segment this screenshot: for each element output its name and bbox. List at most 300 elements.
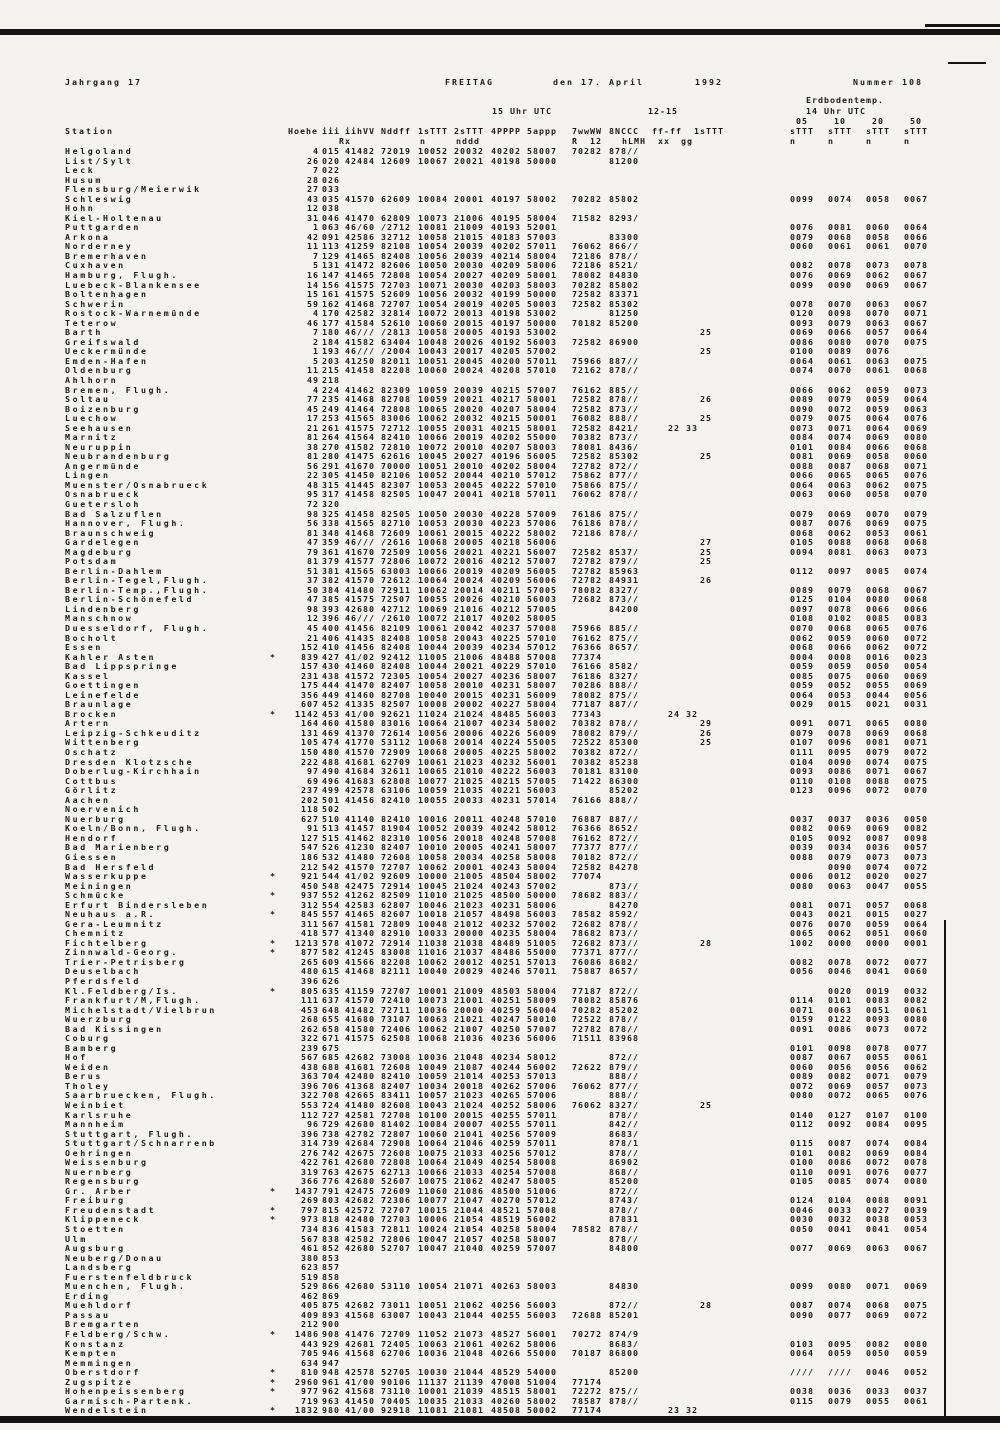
nddff-group: 70000	[381, 460, 411, 471]
soil-col-header: sTTT	[866, 126, 890, 136]
nddff-group: 62706	[381, 1348, 411, 1359]
soil-temp-50: 0080	[904, 718, 928, 729]
soil-temp-50: 0076	[904, 413, 928, 424]
4pppp-group: 40246	[491, 966, 521, 977]
nddff-group: 62508	[381, 1033, 411, 1044]
soil-temp-20: 0071	[866, 1071, 890, 1082]
5appp-group: 58002	[527, 718, 557, 729]
station-number-value: 708	[322, 1090, 340, 1101]
8nccc-group: 887//	[609, 355, 639, 366]
4pppp-group: 40237	[491, 623, 521, 633]
soil-temp-50: 0071	[904, 460, 928, 471]
subheader-gg: gg	[681, 136, 693, 146]
station-name: Oschatz	[65, 747, 119, 758]
2sttt-group: 21023	[454, 1090, 484, 1101]
station-name: Kiel-Holtenau	[65, 212, 164, 223]
soil-temp-05: 0079	[790, 413, 814, 424]
station-name: Boltenhagen	[65, 289, 149, 300]
4pppp-group: 40251	[491, 995, 521, 1006]
soil-temp-50: 0095	[904, 1119, 928, 1130]
8nccc-group: 878//	[609, 1204, 639, 1215]
depth-05-label: 05	[796, 116, 808, 126]
5appp-group: 55000	[527, 1348, 557, 1359]
nddff-group: 52705	[381, 1367, 411, 1378]
nddff-group: 72305	[381, 670, 411, 681]
soil-temp-10: 0086	[828, 766, 852, 777]
1sttt-group: 10056	[418, 546, 448, 557]
hoehe-value: 51	[307, 565, 319, 576]
4pppp-group: 40265	[491, 1090, 521, 1101]
1sttt-group: 10065	[418, 766, 448, 777]
4pppp-group: 48498	[491, 909, 521, 920]
soil-temp-20: 0082	[866, 1338, 890, 1349]
7wwww-group: 70282	[572, 146, 602, 156]
soil-temp-05: 0065	[790, 928, 814, 939]
soil-temp-50: 0068	[904, 537, 928, 548]
1sttt-group: 10018	[418, 909, 448, 920]
7wwww-group: 70282	[572, 279, 602, 290]
4pppp-group: 40203	[491, 279, 521, 290]
iihvv-group: 41572	[345, 670, 375, 681]
7wwww-group: 70272	[572, 1328, 602, 1339]
year-label: 1992	[695, 77, 723, 87]
mountain-station-marker: *	[270, 1405, 276, 1416]
soil-temp-05: 0006	[790, 871, 814, 882]
station-name: Boizenburg	[65, 403, 141, 414]
2sttt-group: 21016	[454, 603, 484, 614]
5appp-group: 50000	[527, 890, 557, 901]
hoehe-value: 45	[307, 403, 319, 414]
1sttt-group: 10071	[418, 279, 448, 290]
soil-temp-05: 0072	[790, 1080, 814, 1091]
8nccc-group: 875//	[609, 632, 639, 643]
nddff-group: 72609	[381, 527, 411, 538]
soil-temp-05: 0099	[790, 193, 814, 204]
hoehe-value: 127	[301, 832, 319, 843]
station-name: Luebeck-Blankensee	[65, 279, 202, 290]
table-row	[0, 166, 1000, 176]
5appp-group: 58004	[527, 699, 557, 710]
2sttt-group: 21023	[454, 899, 484, 910]
station-number-value: 946	[322, 1348, 340, 1359]
soil-temp-50: 0067	[904, 279, 928, 290]
hoehe-value: 15	[307, 289, 319, 300]
7wwww-group: 77187	[572, 985, 602, 996]
2sttt-group: 21017	[454, 613, 484, 624]
hoehe-value: 47	[307, 594, 319, 605]
soil-temp-20: 0055	[866, 680, 890, 691]
iihvv-group: 46///	[345, 327, 375, 338]
7wwww-group: 77371	[572, 947, 602, 958]
soil-temp-05: 0082	[790, 956, 814, 967]
2sttt-group: 20029	[454, 966, 484, 977]
2sttt-group: 21044	[454, 1204, 484, 1215]
4pppp-group: 40234	[491, 1052, 521, 1063]
hoehe-value: 118	[301, 804, 319, 815]
station-number-value: 671	[322, 1033, 340, 1044]
station-number-value: 637	[322, 995, 340, 1006]
soil-temp-10: 0069	[828, 1243, 852, 1254]
soil-col-subheader: n	[828, 136, 834, 146]
station-name: Erding	[65, 1290, 111, 1301]
4pppp-group: 40226	[491, 727, 521, 738]
iihvv-group: 41140	[345, 813, 375, 824]
5appp-group: 57005	[527, 775, 557, 786]
7wwww-group: 70282	[572, 193, 602, 204]
4pppp-group: 40232	[491, 756, 521, 767]
station-number-value: 557	[322, 909, 340, 920]
nddff-group: 72712	[381, 422, 411, 433]
iihvv-group: 41577	[345, 556, 375, 567]
hoehe-value: 265	[301, 956, 319, 967]
nddff-group: 32611	[381, 766, 411, 777]
1sttt-group: 10050	[418, 508, 448, 519]
soil-temp-50: 0068	[904, 727, 928, 738]
2sttt-group: 20034	[454, 851, 484, 862]
table-row	[0, 967, 1000, 977]
ffff-value: 23 32	[668, 1405, 698, 1416]
4pppp-group: 40202	[491, 432, 521, 443]
5appp-group: 57011	[527, 489, 557, 500]
4pppp-group: 40247	[491, 1014, 521, 1025]
table-row	[0, 796, 1000, 806]
soil-temp-05: 0112	[790, 565, 814, 576]
5appp-group: 57014	[527, 794, 557, 805]
soil-temp-20: 0033	[866, 1386, 890, 1397]
hoehe-value: 547	[301, 842, 319, 853]
hoehe-value: 319	[301, 1166, 319, 1177]
hoehe-value: 1486	[295, 1328, 319, 1339]
soil-temp-50: 0082	[904, 823, 928, 834]
soil-temp-50: 0074	[904, 565, 928, 576]
1sttt-group: 10006	[418, 1214, 448, 1225]
soil-temp-50: 0072	[904, 632, 928, 643]
station-name: Hamburg, Flugh.	[65, 270, 179, 281]
nddff-group: 82106	[381, 470, 411, 481]
soil-temp-05: 0087	[790, 1300, 814, 1311]
nddff-group: 72808	[381, 403, 411, 414]
iihvv-group: 42680	[345, 1157, 375, 1168]
soil-temp-50: 0072	[904, 1309, 928, 1320]
soil-temp-50: 0050	[904, 813, 928, 824]
soil-temp-05: 0099	[790, 1281, 814, 1292]
station-name: Artern	[65, 718, 111, 729]
station-number-value: 626	[322, 975, 340, 986]
iihvv-group: 41570	[345, 861, 375, 872]
1sttt-group: 11038	[418, 937, 448, 948]
7wwww-group: 70382	[572, 432, 602, 443]
soil-temp-20: 0065	[866, 718, 890, 729]
1sttt-group: 10035	[418, 1395, 448, 1406]
8nccc-group: 84200	[609, 603, 639, 614]
subheader-xx: xx	[658, 136, 670, 146]
2sttt-group: 21087	[454, 1061, 484, 1072]
8nccc-group: 8582/	[609, 661, 639, 672]
station-name: Garmisch-Partenk.	[65, 1395, 195, 1406]
soil-temp-10: 0071	[828, 422, 852, 433]
iihvv-group: 41465	[345, 250, 375, 261]
hoehe-value: 231	[301, 670, 319, 681]
soil-temp-10: 0062	[828, 527, 852, 538]
soil-temp-20: 0070	[866, 336, 890, 347]
soil-temp-10: 0078	[828, 603, 852, 614]
8nccc-group: 84830	[609, 1281, 639, 1292]
7wwww-group: 72782	[572, 565, 602, 576]
iihvv-group: 41456	[345, 623, 375, 633]
station-number-value: 400	[322, 623, 340, 633]
2sttt-group: 21005	[454, 871, 484, 882]
5appp-group: 57006	[527, 518, 557, 529]
iihvv-group: 41584	[345, 317, 375, 328]
iihvv-group: 41480	[345, 584, 375, 595]
soil-temp-10: 0087	[828, 460, 852, 471]
soil-temp-50: 0067	[904, 193, 928, 204]
iihvv-group: 41670	[345, 460, 375, 471]
station-number-value: 526	[322, 842, 340, 853]
station-number-value: 658	[322, 1023, 340, 1034]
nddff-group: 83008	[381, 947, 411, 958]
1sttt-group: 10056	[418, 250, 448, 261]
station-number-value: 776	[322, 1176, 340, 1187]
8nccc-group: 875//	[609, 508, 639, 519]
nddff-group: 72703	[381, 279, 411, 290]
soil-temp-05: 0100	[790, 346, 814, 357]
4pppp-group: 40229	[491, 661, 521, 672]
subheader-r: R	[572, 136, 578, 146]
soil-temp-20: 0107	[866, 1109, 890, 1120]
station-name: Duesseldorf, Flugh.	[65, 623, 210, 633]
7wwww-group: 78682	[572, 928, 602, 939]
subheader-12: 12	[590, 136, 602, 146]
nddff-group: 72707	[381, 1204, 411, 1215]
5appp-group: 57010	[527, 661, 557, 672]
station-number-value: 869	[322, 1290, 340, 1301]
4pppp-group: 48519	[491, 1214, 521, 1225]
8nccc-group: 81250	[609, 308, 639, 319]
soil-temp-50: 0032	[904, 985, 928, 996]
5appp-group: 57006	[527, 1080, 557, 1091]
iihvv-group: 42682	[345, 1052, 375, 1063]
station-number-value: 908	[322, 1328, 340, 1339]
1sttt-group: 10054	[418, 1281, 448, 1292]
soil-temp-50: 0084	[904, 1138, 928, 1149]
8nccc-group: 875//	[609, 689, 639, 700]
soil-temp-10: 0086	[828, 1023, 852, 1034]
5appp-group: 57008	[527, 832, 557, 843]
station-name: Angermünde	[65, 460, 141, 471]
subheader-hlmh: hLMH	[622, 136, 646, 146]
station-number-value: 893	[322, 1309, 340, 1320]
soil-temp-10: 0089	[828, 346, 852, 357]
2sttt-group: 21035	[454, 785, 484, 796]
soil-temp-05: 0105	[790, 1176, 814, 1187]
7wwww-group: 78082	[572, 270, 602, 281]
bottom-rule	[0, 1416, 1000, 1423]
soil-temp-05: 0110	[790, 1166, 814, 1177]
station-name: Neuruppin	[65, 441, 134, 452]
soil-temp-05: 0093	[790, 317, 814, 328]
5appp-group: 51005	[527, 937, 557, 948]
8nccc-group: 872//	[609, 832, 639, 843]
hoehe-value: 322	[301, 1090, 319, 1101]
soil-temp-20: 0059	[866, 394, 890, 405]
2sttt-group: 20006	[454, 727, 484, 738]
soil-temp-05: 0093	[790, 766, 814, 777]
hoehe-value: 553	[301, 1100, 319, 1110]
hoehe-value: 81	[307, 451, 319, 462]
mountain-station-marker: *	[270, 947, 276, 958]
5appp-group: 58012	[527, 1052, 557, 1063]
station-name: Braunschweig	[65, 527, 157, 538]
1sttt-group: 10047	[418, 1233, 448, 1244]
mountain-station-marker: *	[270, 651, 276, 662]
5appp-group: 57012	[527, 470, 557, 481]
nddff-group: 72410	[381, 995, 411, 1006]
5appp-group: 58002	[527, 1395, 557, 1406]
5appp-group: 58002	[527, 193, 557, 204]
station-number-value: 162	[322, 298, 340, 309]
iihvv-group: 41565	[345, 518, 375, 529]
iihvv-group: 42582	[345, 1233, 375, 1244]
soil-temp-20: 0041	[866, 1224, 890, 1235]
soil-temp-20: 0069	[866, 279, 890, 290]
hoehe-value: 805	[301, 985, 319, 996]
soil-temp-20: 0063	[866, 546, 890, 557]
hoehe-value: 81	[307, 556, 319, 567]
station-number-value: 552	[322, 890, 340, 901]
hoehe-value: 453	[301, 1004, 319, 1015]
5appp-group: 51004	[527, 1376, 557, 1387]
soil-temp-05: 0101	[790, 1147, 814, 1158]
4pppp-group: 40236	[491, 1033, 521, 1044]
5appp-group: 55005	[527, 737, 557, 748]
1sttt-mid-value: 26	[700, 727, 712, 738]
soil-temp-50: 0068	[904, 594, 928, 605]
hoehe-value: 4	[313, 146, 319, 156]
2sttt-group: 21024	[454, 880, 484, 891]
5appp-group: 55000	[527, 947, 557, 958]
8nccc-group: 888//	[609, 413, 639, 424]
7wwww-group: 78682	[572, 890, 602, 901]
1sttt-group: 10065	[418, 403, 448, 414]
hoehe-value: 46	[307, 317, 319, 328]
soil-temp-20: 0072	[866, 1157, 890, 1168]
col-header-5appp: 5appp	[527, 126, 557, 136]
hoehe-value: 152	[301, 642, 319, 653]
soil-temp-50: 0037	[904, 1386, 928, 1397]
7wwww-group: 70382	[572, 756, 602, 767]
1sttt-group: 10062	[418, 861, 448, 872]
1sttt-group: 10072	[418, 613, 448, 624]
iihvv-group: 41465	[345, 270, 375, 281]
soil-temp-05: 0086	[790, 336, 814, 347]
1sttt-mid-value: 26	[700, 394, 712, 405]
8nccc-group: 878//	[609, 1147, 639, 1158]
soil-temp-10: 0000	[828, 937, 852, 948]
8nccc-group: 84270	[609, 899, 639, 910]
soil-temp-10: 0066	[828, 642, 852, 653]
8nccc-group: 86900	[609, 336, 639, 347]
soil-temp-20: 0068	[866, 1300, 890, 1311]
soil-temp-10: ////	[828, 1367, 852, 1378]
station-name: Greifswald	[65, 336, 141, 347]
2sttt-group: 20018	[454, 832, 484, 843]
1sttt-mid-value: 25	[700, 346, 712, 357]
4pppp-group: 40222	[491, 766, 521, 777]
soil-temp-20: 0079	[866, 747, 890, 758]
7wwww-group: 72782	[572, 460, 602, 471]
8nccc-group: 85963	[609, 565, 639, 576]
soil-temp-10: 0081	[828, 546, 852, 557]
5appp-group: 56003	[527, 336, 557, 347]
soil-temp-title: Erdbodentemp.	[806, 95, 884, 105]
iihvv-group: 41565	[345, 565, 375, 576]
8nccc-group: 878//	[609, 146, 639, 156]
soil-temp-05: 0125	[790, 594, 814, 605]
soil-temp-20: 0058	[866, 193, 890, 204]
7wwww-group: 72582	[572, 394, 602, 405]
iihvv-group: 41456	[345, 794, 375, 805]
soil-temp-50: 0070	[904, 785, 928, 796]
soil-temp-50: 0079	[904, 1071, 928, 1082]
station-name: Arkona	[65, 231, 111, 242]
soil-temp-05: 0112	[790, 1119, 814, 1130]
station-number-value: 361	[322, 546, 340, 557]
soil-temp-05: 0071	[790, 1004, 814, 1015]
soil-temp-50: 0091	[904, 1195, 928, 1206]
8nccc-group: 873//	[609, 432, 639, 443]
1sttt-group: 10051	[418, 355, 448, 366]
hoehe-value: 95	[307, 489, 319, 500]
4pppp-group: 40234	[491, 642, 521, 653]
station-number-value: 325	[322, 508, 340, 519]
date-label: den 17. April	[553, 77, 644, 87]
col-header-7wwww: 7wwWW	[572, 126, 602, 136]
7wwww-group: 76162	[572, 384, 602, 395]
1sttt-group: 11060	[418, 1185, 448, 1196]
soil-temp-50: 0068	[904, 899, 928, 910]
station-name: Berlin-Dahlem	[65, 565, 164, 576]
soil-temp-05: 1002	[790, 937, 814, 948]
1sttt-mid-value: 28	[700, 937, 712, 948]
8nccc-group: 885//	[609, 623, 639, 633]
soil-temp-50: 0080	[904, 432, 928, 443]
hoehe-value: 1	[313, 222, 319, 233]
soil-temp-50: 0073	[904, 1080, 928, 1091]
soil-temp-20: 0085	[866, 613, 890, 624]
station-name: Neuhaus a.R.	[65, 909, 157, 920]
4pppp-group: 40197	[491, 317, 521, 328]
iihvv-group: 41468	[345, 966, 375, 977]
7wwww-group: 72622	[572, 1061, 602, 1072]
soil-temp-20: 0062	[866, 642, 890, 653]
1sttt-group: 10081	[418, 222, 448, 233]
iihvv-group: 41/02	[345, 871, 375, 882]
nddff-group: 62609	[381, 193, 411, 204]
hoehe-value: 363	[301, 1071, 319, 1082]
hoehe-value: 43	[307, 193, 319, 204]
station-number-value: 038	[322, 203, 340, 214]
soil-temp-20: 0076	[866, 346, 890, 357]
station-name: Schmücke	[65, 890, 126, 901]
4pppp-group: 40202	[491, 460, 521, 471]
2sttt-group: 21061	[454, 1338, 484, 1349]
8nccc-group: 872//	[609, 1052, 639, 1063]
station-name: Deuselbach	[65, 966, 141, 977]
soil-temp-05: 0056	[790, 966, 814, 977]
1sttt-group: 10067	[418, 155, 448, 166]
7wwww-group: 72582	[572, 403, 602, 414]
